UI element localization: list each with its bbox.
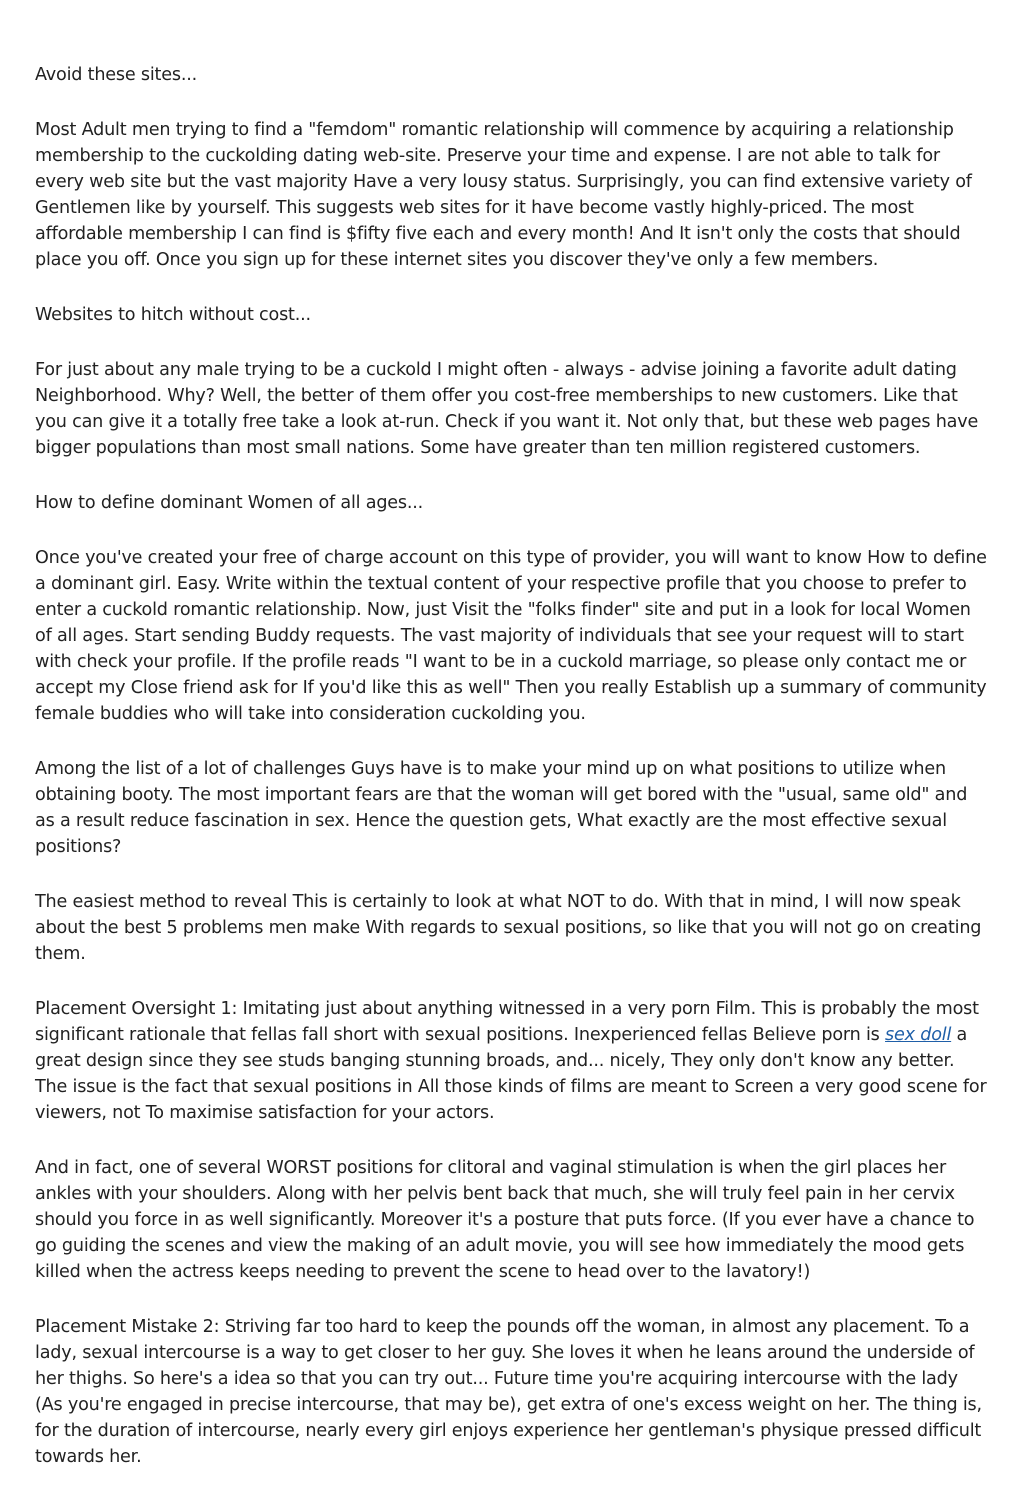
paragraph-text: a great design since they see studs banging stunning broads, and... nicely, They only don't know any better. The issue is the fact that sexual positions in All those kinds of films are meant to Screen a very good scene for viewers, not To maximise satisfaction for your actors. xyxy=(35,1025,987,1123)
paragraph-websites-heading: Websites to hitch without cost... xyxy=(35,305,311,325)
paragraph-free-account: Once you've created your free of charge account on this type of provider, you will want to know How to define a dominant girl. Easy. Write within the textual content of your respective profile that you choose to prefer to enter a cuckold romantic relationship. Now, just Visit the "folks finder" site and put in a look for local Women of all ages. Start sending Buddy requests. The vast majority of individuals that see your request will to start with check your profile. If the profile reads "I want to be in a cuckold marriage, so please only contact me or accept my Close friend ask for If you'd like this as well" Then you really Establish up a summary of community female buddies who will take into consideration cuckolding you. xyxy=(35,548,987,724)
paragraph-worst-positions: And in fact, one of several WORST positions for clitoral and vaginal stimulation is when the girl places her ankles with your shoulders. Along with her pelvis bent back that much, she will truly feel pain in her cervix should you force in as well significantly. Moreover it's a posture that puts force. (If you ever have a chance to go guiding the scenes and view the making of an adult movie, you will see how immediately the mood gets killed when the actress keeps needing to prevent the scene to head over to the lavatory!) xyxy=(35,1158,975,1282)
paragraph-text: Placement Oversight 1: Imitating just about anything witnessed in a very porn Film. This is probably the most significant rationale that fellas fall short with sexual positions. Inexperienced fellas Believe porn is xyxy=(35,999,979,1045)
paragraph-dominant-heading: How to define dominant Women of all ages... xyxy=(35,493,424,513)
paragraph-oversight-1 xyxy=(35,996,990,1126)
paragraph-avoid-sites: Avoid these sites... xyxy=(35,65,198,85)
paragraph-easiest-method: The easiest method to reveal This is certainly to look at what NOT to do. With that in mind, I will now speak about the best 5 problems men make With regards to sexual positions, so like that you will not go on creating them. xyxy=(35,892,982,964)
paragraph-adult-dating: For just about any male trying to be a cuckold I might often - always - advise joining a favorite adult dating Neighborhood. Why? Well, the better of them offer you cost-free memberships to new customers. Like that you can give it a totally free take a look at-run. Check if you want it. Not only that, but these web pages have bigger populations than most small nations. Some have greater than ten million registered customers. xyxy=(35,360,979,458)
paragraph-challenges: Among the list of a lot of challenges Guys have is to make your mind up on what positions to utilize when obtaining booty. The most important fears are that the woman will get bored with the "usual, same old" and as a result reduce fascination in sex. Hence the question gets, What exactly are the most effective sexual positions? xyxy=(35,759,968,857)
article-body xyxy=(35,62,990,1499)
sex-doll-link[interactable]: sex doll xyxy=(885,1025,952,1045)
paragraph-membership: Most Adult men trying to find a "femdom" romantic relationship will commence by acquiring a relationship membership to the cuckolding dating web-site. Preserve your time and expense. I are not able to talk for every web site but the vast majority Have a very lousy status. Surprisingly, you can find extensive variety of Gentlemen like by yourself. This suggests web sites for it have become vastly highly-priced. The most affordable membership I can find is $fifty five each and every month! And It isn't only the costs that should place you off. Once you sign up for these internet sites you discover they've only a few members. xyxy=(35,120,972,270)
paragraph-mistake-2: Placement Mistake 2: Striving far too hard to keep the pounds off the woman, in almost any placement. To a lady, sexual intercourse is a way to get closer to her guy. She loves it when he leans around the underside of her thighs. So here's a idea so that you can try out... Future time you're acquiring intercourse with the lady (As you're engaged in precise intercourse, that may be), get extra of one's excess weight on her. The thing is, for the duration of intercourse, nearly every girl enjoys experience her gentleman's physique pressed difficult towards her. xyxy=(35,1317,982,1467)
